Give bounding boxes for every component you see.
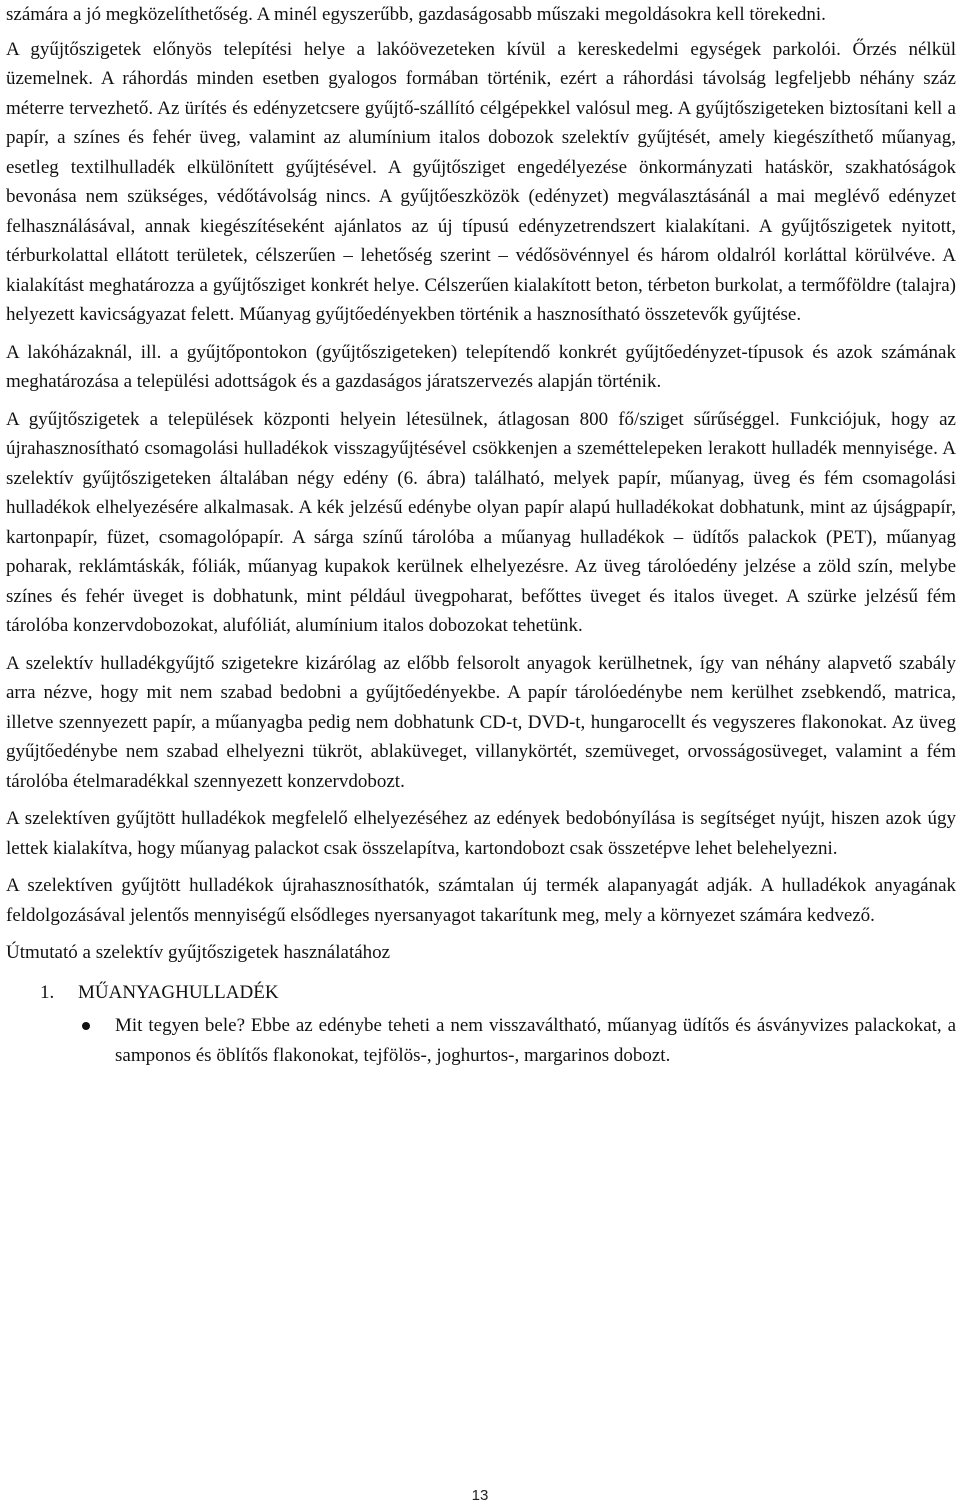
list-item — [40, 978, 956, 1008]
list-item-number: 1. — [40, 981, 55, 1003]
paragraph-6: A szelektíven gyűjtött hulladékok megfelelő elhelyezéséhez az edények bedobónyílása is segítséget nyújt, hiszen azok úgy lettek kialakítva, hogy műanyag palackot csak összelapítva, kartondobozt csak összetépve lehet belehelyezni. — [6, 808, 956, 859]
numbered-list — [6, 978, 956, 1008]
section-heading: Útmutató a szelektív gyűjtőszigetek használatához — [6, 942, 391, 963]
paragraph-5: A szelektív hulladékgyűjtő szigetekre kizárólag az előbb felsorolt anyagok kerülhetnek, így van néhány alapvető szabály arra nézve, hogy mit nem szabad bedobni a gyűjtőedényekbe. A papír tárolóedénybe nem kerülhet zsebkendő, matrica, illetve szennyezett papír, a műanyagba pedig nem dobhatunk CD-t, DVD-t, hungarocellt és vegyszeres flakonokat. Az üveg gyűjtőedénybe nem szabad elhelyezni tükröt, ablaküveget, villanykörtét, szemüveget, orvosságosüveget, valamint a fém tárolóba ételmaradékkal szennyezett konzervdobozt. — [6, 652, 956, 792]
paragraph-4: A gyűjtőszigetek a települések központi helyein létesülnek, átlagosan 800 fő/sziget sűrűséggel. Funkciójuk, hogy az újrahasznosítható csomagolási hulladékok visszagyűjtésével csökkenjen a szeméttelepeken lerakott hulladék mennyisége. A szelektív gyűjtőszigeteken általában négy edény (6. ábra) található, melyek papír, műanyag, üveg és fém csomagolási hulladékok elhelyezésére alkalmasak. A kék jelzésű edénybe olyan papír alapú hulladékokat dobhatunk, mint az újságpapír, kartonpapír, füzet, csomagolópapír. A sárga színű tárolóba a műanyag hulladékok – üdítős palackok (PET), műanyag poharak, reklámtáskák, fóliák, műanyag kupakok kerülnek elhelyezésre. Az üveg tárolóedény jelzése a zöld szín, melybe színes és fehér üveget is dobhatunk, mint például üvegpoharat, befőttes üveget és italos üveget. A szürke jelzésű fém tárolóba konzervdobozokat, alufóliát, alumínium italos dobozokat tehetünk. — [6, 408, 956, 636]
bullet-text: Mit tegyen bele? Ebbe az edénybe teheti a nem visszaváltható, műanyag üdítős és ásványvizes palackokat, a samponos és öblítős flakonokat, tejfölös-, joghurtos-, margarinos dobozt. — [115, 1015, 956, 1066]
bullet-list — [6, 1011, 956, 1070]
list-item-title: MŰANYAGHULLADÉK — [78, 981, 279, 1003]
page-number: 13 — [471, 1487, 489, 1504]
paragraph-2: A gyűjtőszigetek előnyös telepítési helye a lakóövezeteken kívül a kereskedelmi egységek parkolói. Őrzés nélkül üzemelnek. A ráhordás minden esetben gyalogos formában történik, ezért a ráhordási távolság legfeljebb néhány száz méterre tervezhető. Az ürítés és edényzetcsere gyűjtő-szállító célgépekkel valósul meg. A gyűjtőszigeteken biztosítani kell a papír, a színes és fehér üveg, valamint az alumínium italos dobozok szelektív gyűjtését, amely kiegészíthető műanyag, esetleg textilhulladék elkülönített gyűjtésével. A gyűjtősziget engedélyezése önkormányzati hatáskör, szakhatóságok bevonása nem szükséges, védőtávolság nincs. A gyűjtőeszközök (edényzet) megválasztásánál a mai meglévő edényzet felhasználásával, annak kiegészítéseként ajánlatos az új típusú edényzetrendszert kialakítani. A gyűjtőszigetek nyitott, térburkolattal ellátott területek, célszerűen – lehetőség szerint – védősövénnyel és három oldalról korláttal körülvéve. A kialakítást meghatározza a gyűjtősziget konkrét helye. Célszerűen kialakított beton, térbeton burkolat, a termőföldre (talajra) helyezett kavicságyazat felett. Műanyag gyűjtőedényekben történik a hasznosítható összetevők gyűjtése. — [6, 38, 956, 325]
paragraph-1: számára a jó megközelíthetőség. A minél egyszerűbb, gazdaságosabb műszaki megoldásokra kell törekedni. — [6, 4, 826, 25]
bullet-item — [6, 1011, 956, 1070]
bullet-icon — [82, 1022, 90, 1030]
document-page — [6, 0, 956, 1070]
paragraph-7: A szelektíven gyűjtött hulladékok újrahasznosíthatók, számtalan új termék alapanyagát adják. A hulladékok anyagának feldolgozásával jelentős mennyiségű elsődleges nyersanyagot takarítunk meg, mely a környezet számára kedvező. — [6, 875, 956, 926]
paragraph-3: A lakóházaknál, ill. a gyűjtőpontokon (gyűjtőszigeteken) telepítendő konkrét gyűjtőedényzet-típusok és azok számának meghatározása a települési adottságok és a gazdaságos járatszervezés alapján történik. — [6, 341, 956, 392]
